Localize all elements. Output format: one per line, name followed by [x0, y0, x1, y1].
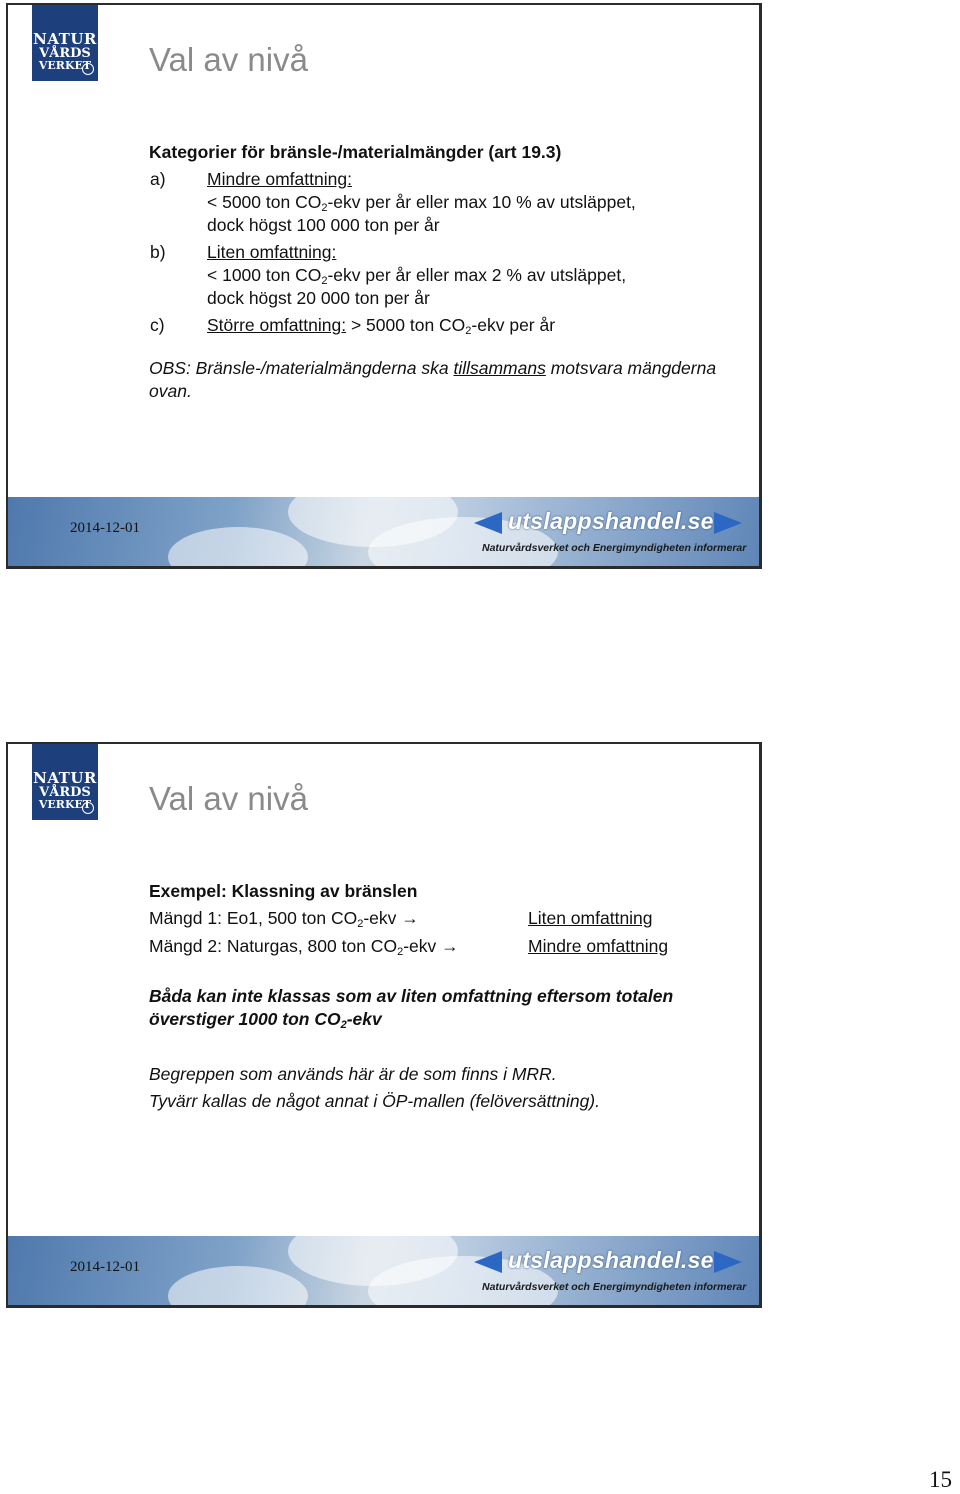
example-result: Liten omfattning: [528, 908, 653, 928]
example-row: [149, 935, 739, 963]
category-line-1: < 1000 ton $CO_2$-ekv per år eller max 2 % av utsläppet,: [207, 265, 627, 287]
category-item-c: [149, 314, 739, 337]
logo-line-1: NATUR: [33, 30, 97, 48]
obs-note: OBS: Bränsle-/materialmängderna ska tillsammans motsvara mängderna ovan.: [149, 358, 717, 401]
crest-icon: [82, 63, 94, 75]
footer-date: 2014-12-01: [70, 520, 140, 536]
footer-tagline: Naturvårdsverket och Energimyndigheten informerar: [482, 1281, 747, 1293]
logo-line-1: NATUR: [33, 769, 97, 787]
item-marker: b): [150, 242, 166, 262]
arrow-right-icon: →: [401, 908, 419, 928]
footer-date: 2014-12-01: [70, 1259, 140, 1275]
arrow-left-icon: [474, 512, 502, 534]
slide-content: [149, 880, 739, 1113]
remark-2: Tyvärr kallas de något annat i ÖP-mallen (felöversättning).: [149, 1091, 600, 1111]
footer-banner: [8, 497, 759, 566]
categories-heading: Kategorier för bränsle-/materialmängder (art 19.3): [149, 142, 562, 162]
example-heading: Exempel: Klassning av bränslen: [149, 881, 418, 901]
category-label: Mindre omfattning:: [207, 169, 352, 189]
example-amount: Mängd 2: Naturgas, 800 ton $CO_2$-ekv →: [149, 936, 459, 958]
slide-content: [149, 141, 739, 403]
slide-2: [6, 742, 762, 1308]
category-line-2: dock högst 20 000 ton per år: [207, 288, 430, 308]
logo-line-3: VERKET: [38, 798, 92, 811]
page-number: 15: [929, 1467, 952, 1492]
remark-1: Begreppen som används här är de som finns i MRR.: [149, 1064, 557, 1084]
arrow-left-icon: [474, 1251, 502, 1273]
naturvardsverket-logo: [32, 5, 98, 81]
arrow-right-icon: [714, 1251, 742, 1273]
logo-line-2: VÅRDS: [39, 785, 91, 800]
category-item-a: [149, 168, 739, 237]
footer-banner: [8, 1236, 759, 1305]
category-line-2: dock högst 100 000 ton per år: [207, 215, 440, 235]
arrow-right-icon: →: [441, 936, 459, 956]
slide-title: Val av nivå: [149, 780, 308, 817]
slide-title: Val av nivå: [149, 41, 308, 78]
example-result: Mindre omfattning: [528, 936, 669, 956]
category-label: Större omfattning:: [207, 315, 347, 335]
naturvardsverket-logo: [32, 744, 98, 820]
item-marker: a): [150, 169, 166, 189]
conclusion: Båda kan inte klassas som av liten omfattning eftersom totalen överstiger 1000 ton $CO_2$-ekv: [149, 986, 674, 1031]
logo-line-3: VERKET: [38, 59, 92, 72]
category-label: Liten omfattning:: [207, 242, 337, 262]
logo-line-2: VÅRDS: [39, 46, 91, 61]
crest-icon: [82, 802, 94, 814]
item-marker: c): [150, 315, 165, 335]
category-item-b: [149, 241, 739, 310]
slide-1: [6, 3, 762, 569]
site-name: utslappshandel.se: [508, 1247, 714, 1273]
category-line-1: Större omfattning: > 5000 ton $CO_2$-ekv per år: [207, 315, 556, 337]
arrow-right-icon: [714, 512, 742, 534]
footer-tagline: Naturvårdsverket och Energimyndigheten informerar: [482, 542, 747, 554]
category-line-1: < 5000 ton $CO_2$-ekv per år eller max 10 % av utsläppet,: [207, 192, 636, 214]
site-name: utslappshandel.se: [508, 508, 714, 534]
example-amount: Mängd 1: Eo1, 500 ton $CO_2$-ekv →: [149, 908, 419, 930]
example-row: [149, 907, 739, 935]
